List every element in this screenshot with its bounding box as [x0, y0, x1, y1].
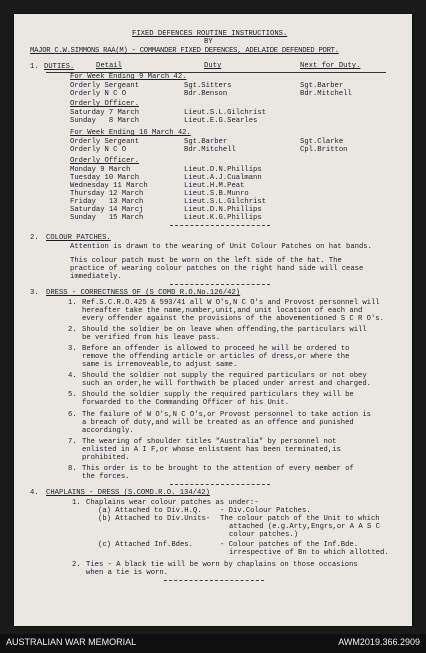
footer-accession-number: AWM2019.366.2909 — [338, 637, 420, 647]
item-line: a breach of duty,and will be treated as an offence and punished — [82, 419, 354, 427]
item-line: the forces. — [82, 473, 130, 481]
item-number: 6. — [68, 411, 77, 419]
section-separator — [170, 484, 270, 485]
item-line: such an order,he will forthwith be placed under arrest and charged. — [82, 380, 371, 388]
duty-day: Monday 9 March — [70, 166, 131, 174]
duty-officer: Lieut.D.N.Phillips — [184, 206, 262, 214]
item-line: The failure of W O's,N C O's,or Provost personnel to take action is — [82, 411, 371, 419]
item-line: Should the soldier be on leave when offending,the particulars will — [82, 326, 367, 334]
duty-day: Saturday 7 March — [70, 109, 140, 117]
footer-bar — [0, 634, 426, 653]
item-number: 1. — [68, 299, 77, 307]
duty-officer: Lieut.D.N.Phillips — [184, 166, 262, 174]
duty-day: Saturday 14 Marcj — [70, 206, 144, 214]
document-title: FIXED DEFENCES ROUTINE INSTRUCTIONS. — [132, 30, 288, 38]
duty-day: Wednesday 11 March — [70, 182, 148, 190]
attachment-label: (b) Attached to Div.Units- — [98, 515, 211, 523]
attachment-patch: - Div.Colour Patches. — [220, 507, 311, 515]
duty-officer: Lieut.S.L.Gilchrist — [184, 109, 266, 117]
duty-day: Friday 13 March — [70, 198, 144, 206]
duty-name: Bdr.Mitchell — [184, 146, 236, 154]
item-line: Chaplains wear colour patches as under:- — [86, 499, 259, 507]
item-line: same is irremoveable,to adjust same. — [82, 361, 238, 369]
item-line: remove the offending article or articles of dress,or where the — [82, 353, 350, 361]
column-next-for-duty: Next for Duty. — [300, 62, 361, 70]
item-number: 4. — [68, 372, 77, 380]
duty-day: Thursday 12 March — [70, 190, 144, 198]
attachment-patch: attached (e.g.Arty,Engrs,or A A S C — [229, 523, 380, 531]
paragraph-line: practice of wearing colour patches on the right hand side will cease — [70, 265, 364, 273]
document-page — [14, 14, 412, 626]
item-line: accordingly. — [82, 427, 134, 435]
commander-line: MAJOR C.W.SIMMONS RAA(M) - COMMANDER FIXED DEFENCES, ADELAIDE DEFENDED PORT. — [30, 47, 339, 55]
paragraph-line: This colour patch must be worn on the left side of the hat. The — [70, 257, 342, 265]
item-line: Should the soldier not supply the required particulars or not obey — [82, 372, 367, 380]
duty-officer: Lieut.S.B.Munro — [184, 190, 249, 198]
duty-name: Sgt.Sitters — [184, 82, 232, 90]
section-separator — [170, 225, 270, 226]
section-1-number: 1. — [30, 63, 39, 71]
item-number: 3. — [68, 345, 77, 353]
attachment-patch: - Colour patches of the Inf.Bde. — [220, 541, 359, 549]
next-duty-name: Sgt.Barber — [300, 82, 344, 90]
duty-name: Sgt.Barber — [184, 138, 228, 146]
attachment-label: (a) Attached to Div.H.Q. — [98, 507, 202, 515]
attachment-label: (c) Attached Inf.Bdes. — [98, 541, 193, 549]
footer-source: AUSTRALIAN WAR MEMORIAL — [6, 637, 137, 647]
attachment-patch: The colour patch of the Unit to which — [220, 515, 380, 523]
section-3-heading: DRESS - CORRECTNESS OF (S COMD R.O.No.126/42) — [46, 289, 241, 297]
section-separator — [170, 284, 270, 285]
duty-day: Sunday 15 March — [70, 214, 144, 222]
week-1-heading: For Week Ending 9 March 42. — [70, 73, 187, 81]
paragraph-line: immediately. — [70, 273, 122, 281]
next-duty-name: Sgt.Clarke — [300, 138, 344, 146]
item-line: forwarded to the Commanding Officer of his Unit. — [82, 399, 290, 407]
duty-officer: Lieut.S.L.Gilchrist — [184, 198, 266, 206]
section-4-number: 4. — [30, 489, 39, 497]
next-duty-name: Bdr.Mitchell — [300, 90, 352, 98]
item-number: 5. — [68, 391, 77, 399]
paragraph-line: Attention is drawn to the wearing of Unit Colour Patches on hat bands. — [70, 243, 372, 251]
item-line: Should the soldier supply the required particulars they will be — [82, 391, 354, 399]
item-line: when a tie is worn. — [86, 569, 168, 577]
week-2-heading: For Week Ending 16 March 42. — [70, 129, 191, 137]
item-line: Ties - A black tie will be worn by chaplains on those occasions — [86, 561, 358, 569]
section-1-heading: DUTIES. — [44, 63, 75, 71]
section-separator — [164, 580, 264, 581]
item-line: prohibited. — [82, 454, 130, 462]
item-line: The wearing of shoulder titles "Australia" by personnel not — [82, 438, 337, 446]
item-number: 8. — [68, 465, 77, 473]
duty-officer: Lieut.A.J.Cualmann — [184, 174, 262, 182]
duty-detail: Orderly N C O — [70, 90, 127, 98]
item-line: every offender against the provisions of the abovementioned S C R O's. — [82, 315, 384, 323]
attachment-patch: irrespective of Bn to which allotted. — [229, 549, 389, 557]
item-line: This order is to be brought to the attention of every member of — [82, 465, 354, 473]
item-number: 7. — [68, 438, 77, 446]
item-line: hereafter take the name,number,unit,and unit location of each and — [82, 307, 363, 315]
duty-officer: Lieut.E.G.Searles — [184, 117, 258, 125]
item-line: be verified from his leave pass. — [82, 334, 221, 342]
duty-detail: Orderly Sergeant — [70, 138, 140, 146]
next-duty-name: Cpl.Britton — [300, 146, 348, 154]
item-line: enlisted in A I F,or whose enlistment has been terminated,is — [82, 446, 341, 454]
item-number: 2. — [72, 561, 81, 569]
section-2-heading: COLOUR PATCHES. — [46, 234, 111, 242]
section-3-number: 3. — [30, 289, 39, 297]
duty-name: Bdr.Benson — [184, 90, 228, 98]
item-line: Ref.S.C.R.O.425 & 593/41 all W O's,N C O's and Provost personnel will — [82, 299, 380, 307]
column-duty: Duty — [204, 62, 222, 70]
attachment-patch: colour patches.) — [229, 531, 299, 539]
section-4-heading: CHAPLAINS - DRESS (S.COMD.R.O. 134/42) — [46, 489, 210, 497]
officer-1-heading: Orderly Officer. — [70, 100, 140, 108]
item-number: 2. — [68, 326, 77, 334]
item-number: 1. — [72, 499, 81, 507]
duty-detail: Orderly Sergeant — [70, 82, 140, 90]
section-2-number: 2. — [30, 234, 39, 242]
duty-detail: Orderly N C O — [70, 146, 127, 154]
duty-day: Tuesday 10 March — [70, 174, 140, 182]
duty-officer: Lieut.H.M.Peat — [184, 182, 245, 190]
duty-day: Sunday 8 March — [70, 117, 140, 125]
officer-2-heading: Orderly Officer. — [70, 157, 140, 165]
item-line: Before an offender is allowed to proceed he will be ordered to — [82, 345, 350, 353]
column-detail: Detail — [96, 62, 122, 70]
duty-officer: Lieut.K.G.Phillips — [184, 214, 262, 222]
document-by: BY — [204, 38, 213, 46]
